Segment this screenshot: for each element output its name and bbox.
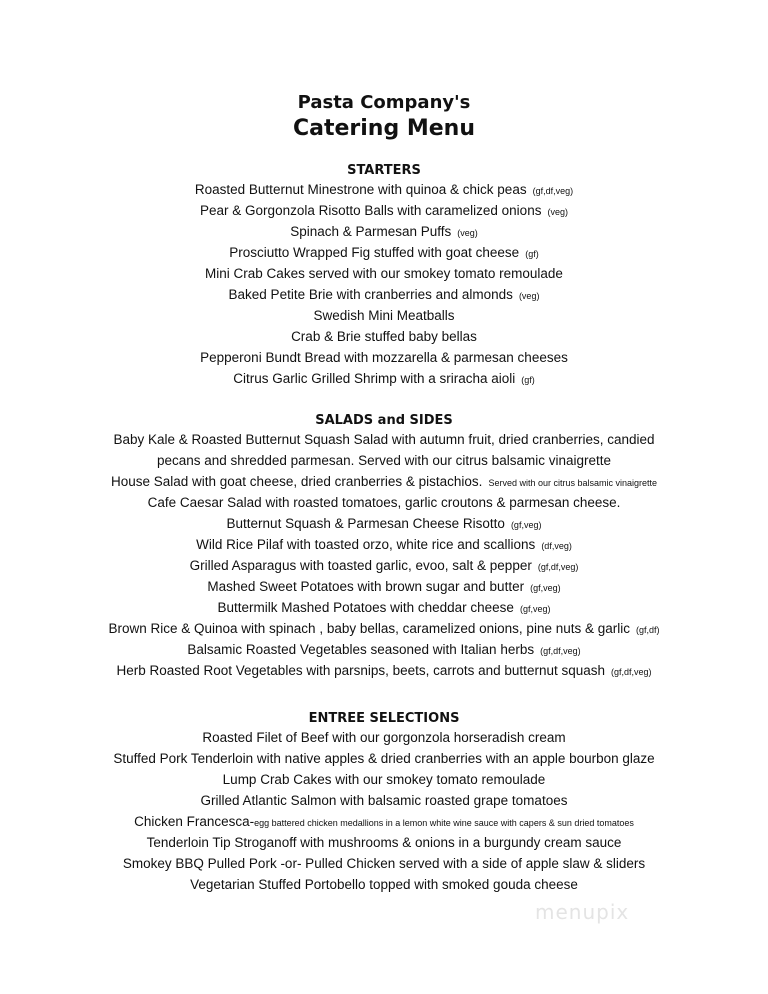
salads-list: [0, 429, 768, 681]
menu-item-note: (df,veg): [541, 541, 572, 551]
menu-item: [0, 660, 768, 681]
menu-item: [0, 576, 768, 597]
menu-item: [0, 748, 768, 769]
menu-item-name: Wild Rice Pilaf with toasted orzo, white rice and scallions: [196, 537, 536, 552]
menu-item-note: (gf,df,veg): [532, 186, 574, 196]
menu-item: [0, 811, 768, 832]
menu-item-name: Mini Crab Cakes served with our smokey tomato remoulade: [205, 266, 563, 281]
menu-item: [94, 429, 674, 471]
menu-item: [0, 727, 768, 748]
menu-item: [0, 853, 768, 874]
menu-item-name: Smokey BBQ Pulled Pork -or- Pulled Chicken served with a side of apple slaw & sliders: [122, 856, 646, 871]
salads-section: [0, 412, 768, 681]
menu-item-name: Baked Petite Brie with cranberries and almonds: [228, 287, 513, 302]
menu-item-note: (gf,df,veg): [537, 562, 579, 572]
menu-item-name: Roasted Filet of Beef with our gorgonzola horseradish cream: [202, 730, 566, 745]
menu-title: Catering Menu: [292, 116, 476, 141]
menu-item-name: Cafe Caesar Salad with roasted tomatoes, garlic croutons & parmesan cheese.: [147, 495, 621, 510]
menu-item-note: egg battered chicken medallions in a lemon white wine sauce with capers & sun dried tomatoes: [254, 818, 634, 828]
menu-item: [0, 368, 768, 389]
menu-item-name: Crab & Brie stuffed baby bellas: [291, 329, 477, 344]
menu-item-note: (gf,veg): [530, 583, 561, 593]
watermark-logo: menupix: [535, 900, 630, 924]
menu-item: [0, 263, 768, 284]
menu-item-name: Tenderloin Tip Stroganoff with mushrooms & onions in a burgundy cream sauce: [146, 835, 622, 850]
menu-item-note: (gf): [525, 249, 539, 259]
menu-item-note: (gf,veg): [510, 520, 542, 530]
starters-section: [0, 162, 768, 389]
menu-item-name: Buttermilk Mashed Potatoes with cheddar cheese: [217, 600, 514, 615]
menu-item-name: Prosciutto Wrapped Fig stuffed with goat cheese: [229, 245, 520, 260]
menu-item-name: Herb Roasted Root Vegetables with parsnips, beets, carrots and butternut squash: [116, 663, 605, 678]
restaurant-name: Pasta Company's: [297, 92, 471, 113]
menu-item: [0, 597, 768, 618]
menu-item-name: Grilled Asparagus with toasted garlic, evoo, salt & pepper: [189, 558, 532, 573]
menu-item-note: Served with our citrus balsamic vinaigrette: [488, 478, 658, 488]
menu-item: [0, 534, 768, 555]
menu-item: [0, 347, 768, 368]
entrees-section: [0, 710, 768, 895]
menu-item-name: House Salad with goat cheese, dried cranberries & pistachios.: [110, 474, 483, 489]
menu-item: [0, 790, 768, 811]
menu-item-note: (gf): [521, 375, 535, 385]
menu-item: [0, 769, 768, 790]
menu-item: [0, 471, 768, 492]
menu-item-name: Stuffed Pork Tenderloin with native apples & dried cranberries with an apple bourbon glaze: [113, 751, 655, 766]
menu-item-note: (veg): [518, 291, 540, 301]
menu-item: [0, 874, 768, 895]
menu-item-note: (gf,df): [636, 625, 660, 635]
menu-item-name: Roasted Butternut Minestrone with quinoa & chick peas: [194, 182, 527, 197]
entrees-heading: ENTREE SELECTIONS: [308, 711, 460, 726]
menu-item-name: Lump Crab Cakes with our smokey tomato remoulade: [222, 772, 546, 787]
menu-item-name: Vegetarian Stuffed Portobello topped with smoked gouda cheese: [190, 877, 578, 892]
menu-item-note: (veg): [547, 207, 568, 217]
menu-item-name: Balsamic Roasted Vegetables seasoned with Italian herbs: [187, 642, 535, 657]
menu-item-name: Swedish Mini Meatballs: [313, 308, 455, 323]
menu-item: [0, 179, 768, 200]
menu-item: [0, 284, 768, 305]
menu-item-name: Baby Kale & Roasted Butternut Squash Salad with autumn fruit, dried cranberries, candied pecans and shredded parmesan. Served with our citrus balsamic vinaigrette: [113, 432, 655, 468]
menu-item-name: Chicken Francesca-: [134, 814, 255, 829]
menu-item: [0, 513, 768, 534]
menu-item-name: Brown Rice & Quinoa with spinach , baby bellas, caramelized onions, pine nuts & garlic: [108, 621, 630, 636]
menu-item: [0, 555, 768, 576]
menu-item: [0, 832, 768, 853]
menu-item-name: Spinach & Parmesan Puffs: [290, 224, 452, 239]
menu-item-name: Pear & Gorgonzola Risotto Balls with caramelized onions: [200, 203, 542, 218]
menu-item-name: Grilled Atlantic Salmon with balsamic roasted grape tomatoes: [200, 793, 568, 808]
menu-item-note: (veg): [457, 228, 478, 238]
menu-item-note: (gf,df,veg): [540, 646, 581, 656]
menu-item: [0, 221, 768, 242]
entrees-list: [0, 727, 768, 895]
menu-item-name: Pepperoni Bundt Bread with mozzarella & parmesan cheeses: [200, 350, 568, 365]
menu-item-name: Butternut Squash & Parmesan Cheese Risotto: [226, 516, 505, 531]
menu-item-note: (gf,df,veg): [611, 667, 652, 677]
menu-item: [0, 326, 768, 347]
menu-item-note: (gf,veg): [519, 604, 551, 614]
menu-item-name: Mashed Sweet Potatoes with brown sugar and butter: [207, 579, 525, 594]
starters-list: [0, 179, 768, 389]
menu-item: [0, 305, 768, 326]
menu-item: [0, 242, 768, 263]
starters-heading: STARTERS: [347, 163, 421, 178]
salads-heading: SALADS and SIDES: [315, 413, 453, 428]
menu-item: [0, 200, 768, 221]
menu-item: [0, 618, 768, 639]
menu-item: [0, 639, 768, 660]
menu-item-name: Citrus Garlic Grilled Shrimp with a sriracha aioli: [233, 371, 516, 386]
menu-item: [0, 492, 768, 513]
